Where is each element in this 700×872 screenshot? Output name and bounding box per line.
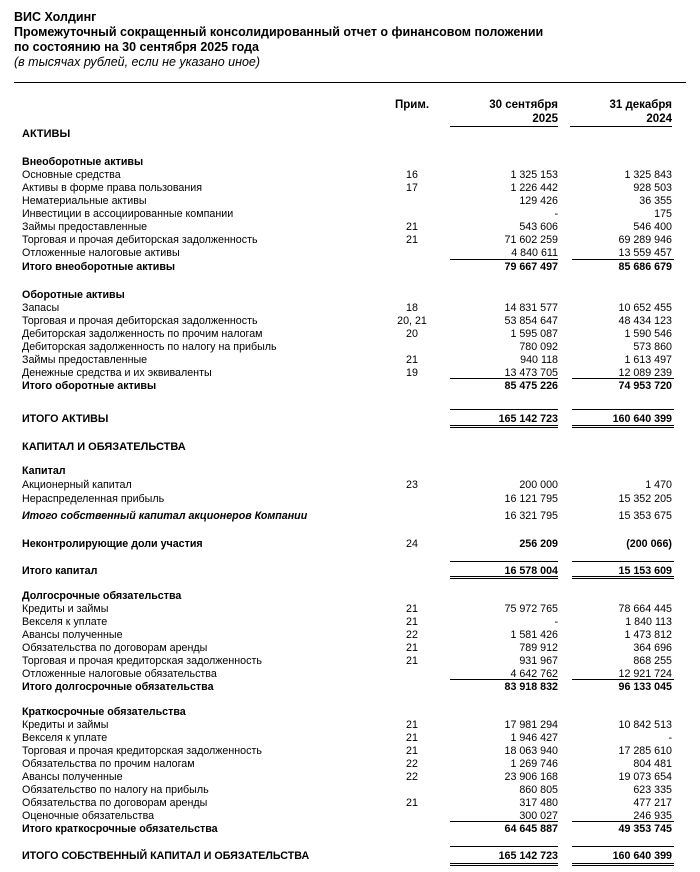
- row-value-2025: 317 480: [519, 797, 558, 809]
- row-label: Итого внеоборотные активы: [22, 261, 176, 273]
- row-label: Дебиторская задолженность по налогу на прибыль: [22, 341, 277, 353]
- total-rule: [572, 378, 674, 379]
- table-row: [0, 616, 700, 629]
- row-value-2025: 940 118: [520, 354, 558, 366]
- total-rule: [572, 561, 674, 562]
- row-value-2025: 1 581 426: [510, 629, 558, 641]
- table-row: [0, 234, 700, 247]
- row-value-2025: 4 642 762: [510, 668, 558, 680]
- row-label: Дебиторская задолженность по прочим налогам: [22, 328, 263, 340]
- total-rule: [572, 259, 674, 260]
- company-name: ВИС Холдинг: [14, 10, 97, 24]
- row-value-2025: 23 906 168: [504, 771, 558, 783]
- row-label: Итого капитал: [22, 565, 98, 577]
- row-value-2025: 165 142 723: [498, 413, 558, 425]
- table-row: [0, 302, 700, 315]
- row-label: Денежные средства и их эквиваленты: [22, 367, 212, 379]
- row-value-2025: 256 209: [519, 538, 558, 550]
- row-value-2024: 15 153 609: [618, 565, 672, 577]
- row-label: Векселя к уплате: [22, 732, 108, 744]
- row-value-2025: 543 606: [519, 221, 558, 233]
- row-note: 22: [406, 629, 418, 641]
- table-row: [0, 538, 700, 551]
- row-note: 21: [406, 732, 418, 744]
- statement-date: по состоянию на 30 сентября 2025 года: [14, 40, 259, 54]
- total-rule: [450, 259, 558, 260]
- row-note: 24: [406, 538, 418, 550]
- total-rule: [450, 578, 558, 579]
- row-value-2025: 300 027: [519, 810, 558, 822]
- total-rule: [572, 425, 674, 426]
- row-value-2024: -: [668, 732, 672, 744]
- table-row: [0, 850, 700, 863]
- table-row: [0, 156, 700, 169]
- row-value-2025: 17 981 294: [504, 719, 558, 731]
- row-value-2025: 1 595 087: [510, 328, 558, 340]
- row-note: 22: [406, 771, 418, 783]
- table-row: [0, 221, 700, 234]
- row-value-2025: 860 805: [519, 784, 558, 796]
- table-row: [0, 642, 700, 655]
- row-label: Отложенные налоговые обязательства: [22, 668, 217, 680]
- total-rule: [572, 576, 674, 577]
- row-value-2024: 49 353 745: [618, 823, 672, 835]
- total-rule: [572, 427, 674, 428]
- row-label: Торговая и прочая дебиторская задолженность: [22, 234, 258, 246]
- table-row: [0, 380, 700, 393]
- row-value-2024: 623 335: [633, 784, 672, 796]
- row-label: Итого долгосрочные обязательства: [22, 681, 214, 693]
- table-row: [0, 719, 700, 732]
- row-value-2025: 780 092: [519, 341, 558, 353]
- row-value-2024: 12 089 239: [618, 367, 672, 379]
- column-header-2024-line2: 2024: [570, 112, 672, 127]
- total-rule: [450, 427, 558, 428]
- total-rule: [450, 821, 558, 822]
- row-value-2025: 16 578 004: [504, 565, 558, 577]
- row-value-2024: 477 217: [633, 797, 672, 809]
- table-row: [0, 745, 700, 758]
- row-label: Займы предоставленные: [22, 221, 148, 233]
- row-note: 16: [406, 169, 418, 181]
- row-value-2024: 96 133 045: [618, 681, 672, 693]
- row-value-2024: 573 860: [633, 341, 672, 353]
- table-row: [0, 315, 700, 328]
- row-value-2025: 4 840 611: [511, 247, 558, 259]
- row-value-2025: 85 475 226: [504, 380, 558, 392]
- total-rule: [572, 578, 674, 579]
- row-note: 21: [406, 221, 418, 233]
- row-note: 22: [406, 758, 418, 770]
- statement-title: Промежуточный сокращенный консолидированный отчет о финансовом положении: [14, 25, 544, 39]
- row-note: 21: [406, 234, 418, 246]
- row-value-2025: 83 918 832: [504, 681, 558, 693]
- row-value-2024: 17 285 610: [618, 745, 672, 757]
- table-row: [0, 655, 700, 668]
- row-value-2025: 931 967: [519, 655, 558, 667]
- row-label: Капитал: [22, 465, 66, 477]
- row-label: Итого оборотные активы: [22, 380, 157, 392]
- document-header: [14, 10, 543, 70]
- row-label: Акционерный капитал: [22, 479, 132, 491]
- row-label: Обязательство по налогу на прибыль: [22, 784, 209, 796]
- total-rule: [450, 561, 558, 562]
- row-label: Обязательства по договорам аренды: [22, 642, 208, 654]
- table-row: [0, 341, 700, 354]
- total-rule: [450, 409, 558, 410]
- row-value-2024: 868 255: [633, 655, 672, 667]
- row-label: ИТОГО АКТИВЫ: [22, 413, 109, 425]
- table-row: [0, 510, 700, 523]
- row-value-2025: 129 426: [519, 195, 558, 207]
- row-value-2025: 64 645 887: [504, 823, 558, 835]
- row-note: 17: [406, 182, 418, 194]
- row-note: 23: [406, 479, 418, 491]
- table-row: [0, 182, 700, 195]
- row-value-2024: 546 400: [633, 221, 672, 233]
- row-value-2024: 13 559 457: [618, 247, 672, 259]
- row-value-2025: 71 602 259: [504, 234, 558, 246]
- total-rule: [572, 821, 674, 822]
- total-rule: [450, 846, 558, 847]
- total-rule: [572, 846, 674, 847]
- table-row: [0, 758, 700, 771]
- table-row: [0, 681, 700, 694]
- row-note: 21: [406, 603, 418, 615]
- units-note: (в тысячах рублей, если не указано иное): [14, 55, 261, 69]
- table-row: [0, 208, 700, 221]
- row-value-2025: 75 972 765: [504, 603, 558, 615]
- row-note: 18: [406, 302, 418, 314]
- row-label: Нераспределенная прибыль: [22, 493, 165, 505]
- row-note: 19: [406, 367, 418, 379]
- row-note: 21: [406, 655, 418, 667]
- table-row: [0, 169, 700, 182]
- row-label: Итого собственный капитал акционеров Компании: [22, 510, 308, 522]
- total-rule: [450, 863, 558, 864]
- row-value-2025: 79 667 497: [504, 261, 558, 273]
- table-row: [0, 493, 700, 506]
- row-label: КАПИТАЛ И ОБЯЗАТЕЛЬСТВА: [22, 441, 186, 453]
- column-header-2024: [570, 98, 672, 127]
- row-label: Нематериальные активы: [22, 195, 147, 207]
- row-label: Оборотные активы: [22, 289, 125, 301]
- row-value-2025: 789 912: [519, 642, 558, 654]
- row-value-2025: -: [554, 208, 558, 220]
- row-label: Авансы полученные: [22, 629, 123, 641]
- row-value-2025: 165 142 723: [498, 850, 558, 862]
- header-divider: [14, 82, 686, 83]
- table-row: [0, 706, 700, 719]
- row-value-2024: 10 842 513: [618, 719, 672, 731]
- row-value-2024: 48 434 123: [618, 315, 672, 327]
- row-value-2024: 364 696: [633, 642, 672, 654]
- row-value-2024: 10 652 455: [618, 302, 672, 314]
- row-value-2025: 1 226 442: [510, 182, 558, 194]
- row-value-2025: 13 473 705: [504, 367, 558, 379]
- row-value-2025: 53 854 647: [504, 315, 558, 327]
- row-note: 21: [406, 719, 418, 731]
- row-label: Внеоборотные активы: [22, 156, 144, 168]
- table-row: [0, 289, 700, 302]
- table-row: [0, 195, 700, 208]
- total-rule: [450, 865, 558, 866]
- table-row: [0, 823, 700, 836]
- table-row: [0, 328, 700, 341]
- row-label: Долгосрочные обязательства: [22, 590, 182, 602]
- row-value-2025: 1 325 153: [510, 169, 558, 181]
- table-row: [0, 629, 700, 642]
- table-row: [0, 441, 700, 454]
- table-row: [0, 261, 700, 274]
- table-row: [0, 465, 700, 478]
- row-value-2024: 1 470: [645, 479, 672, 491]
- table-row: [0, 590, 700, 603]
- row-label: Авансы полученные: [22, 771, 123, 783]
- row-label: Кредиты и займы: [22, 719, 109, 731]
- total-rule: [450, 576, 558, 577]
- row-note: 21: [406, 354, 418, 366]
- row-value-2024: 74 953 720: [618, 380, 672, 392]
- column-header-2025: [450, 98, 558, 127]
- table-row: [0, 479, 700, 492]
- row-note: 21: [406, 745, 418, 757]
- row-label: Торговая и прочая кредиторская задолженность: [22, 745, 262, 757]
- table-row: [0, 354, 700, 367]
- total-rule: [450, 679, 558, 680]
- column-header-2024-line1: 31 декабря: [609, 99, 672, 111]
- row-note: 21: [406, 642, 418, 654]
- row-value-2025: -: [554, 616, 558, 628]
- row-value-2024: 12 921 724: [618, 668, 672, 680]
- row-label: АКТИВЫ: [22, 128, 71, 140]
- total-rule: [572, 865, 674, 866]
- row-value-2025: 200 000: [519, 479, 558, 491]
- row-label: Инвестиции в ассоциированные компании: [22, 208, 234, 220]
- total-rule: [572, 679, 674, 680]
- row-label: Торговая и прочая кредиторская задолженность: [22, 655, 262, 667]
- row-value-2025: 14 831 577: [504, 302, 558, 314]
- row-value-2024: (200 066): [626, 538, 672, 550]
- row-note: 21: [406, 797, 418, 809]
- row-value-2025: 16 121 795: [504, 493, 558, 505]
- row-value-2024: 246 935: [633, 810, 672, 822]
- row-note: 20, 21: [397, 315, 427, 327]
- row-value-2024: 69 289 946: [618, 234, 672, 246]
- row-label: Итого краткосрочные обязательства: [22, 823, 218, 835]
- row-value-2025: 1 946 427: [510, 732, 558, 744]
- row-value-2025: 16 321 795: [504, 510, 558, 522]
- row-value-2024: 1 473 812: [624, 629, 672, 641]
- row-label: Торговая и прочая дебиторская задолженность: [22, 315, 258, 327]
- row-label: Отложенные налоговые активы: [22, 247, 180, 259]
- row-value-2024: 15 352 205: [618, 493, 672, 505]
- row-value-2025: 1 269 746: [510, 758, 558, 770]
- row-value-2025: 18 063 940: [504, 745, 558, 757]
- row-label: Краткосрочные обязательства: [22, 706, 186, 718]
- row-value-2024: 928 503: [633, 182, 672, 194]
- row-value-2024: 1 840 113: [625, 616, 672, 628]
- table-row: [0, 732, 700, 745]
- row-label: Активы в форме права пользования: [22, 182, 203, 194]
- row-note: 21: [406, 616, 418, 628]
- total-rule: [572, 863, 674, 864]
- row-value-2024: 160 640 399: [612, 850, 672, 862]
- row-value-2024: 15 353 675: [618, 510, 672, 522]
- row-value-2024: 85 686 679: [618, 261, 672, 273]
- total-rule: [572, 409, 674, 410]
- row-value-2024: 175: [654, 208, 672, 220]
- row-value-2024: 160 640 399: [612, 413, 672, 425]
- row-value-2024: 1 590 546: [624, 328, 672, 340]
- row-label: Обязательства по договорам аренды: [22, 797, 208, 809]
- column-header-2025-line1: 30 сентября: [489, 99, 558, 111]
- table-row: [0, 603, 700, 616]
- total-rule: [450, 378, 558, 379]
- row-label: Займы предоставленные: [22, 354, 148, 366]
- row-note: 20: [406, 328, 418, 340]
- row-label: Обязательства по прочим налогам: [22, 758, 195, 770]
- table-row: [0, 784, 700, 797]
- row-label: Кредиты и займы: [22, 603, 109, 615]
- row-label: Векселя к уплате: [22, 616, 108, 628]
- row-value-2024: 804 481: [633, 758, 672, 770]
- row-label: Основные средства: [22, 169, 121, 181]
- row-label: Неконтролирующие доли участия: [22, 538, 203, 550]
- total-rule: [450, 425, 558, 426]
- column-header-2025-line2: 2025: [450, 112, 558, 127]
- table-row: [0, 128, 700, 141]
- column-header-note: Прим.: [394, 99, 430, 111]
- row-value-2024: 78 664 445: [618, 603, 672, 615]
- row-label: ИТОГО СОБСТВЕННЫЙ КАПИТАЛ И ОБЯЗАТЕЛЬСТВА: [22, 850, 310, 862]
- row-value-2024: 19 073 654: [618, 771, 672, 783]
- row-label: Запасы: [22, 302, 60, 314]
- table-row: [0, 797, 700, 810]
- row-value-2024: 1 325 843: [624, 169, 672, 181]
- table-row: [0, 771, 700, 784]
- row-value-2024: 36 355: [639, 195, 672, 207]
- row-label: Оценочные обязательства: [22, 810, 155, 822]
- row-value-2024: 1 613 497: [624, 354, 672, 366]
